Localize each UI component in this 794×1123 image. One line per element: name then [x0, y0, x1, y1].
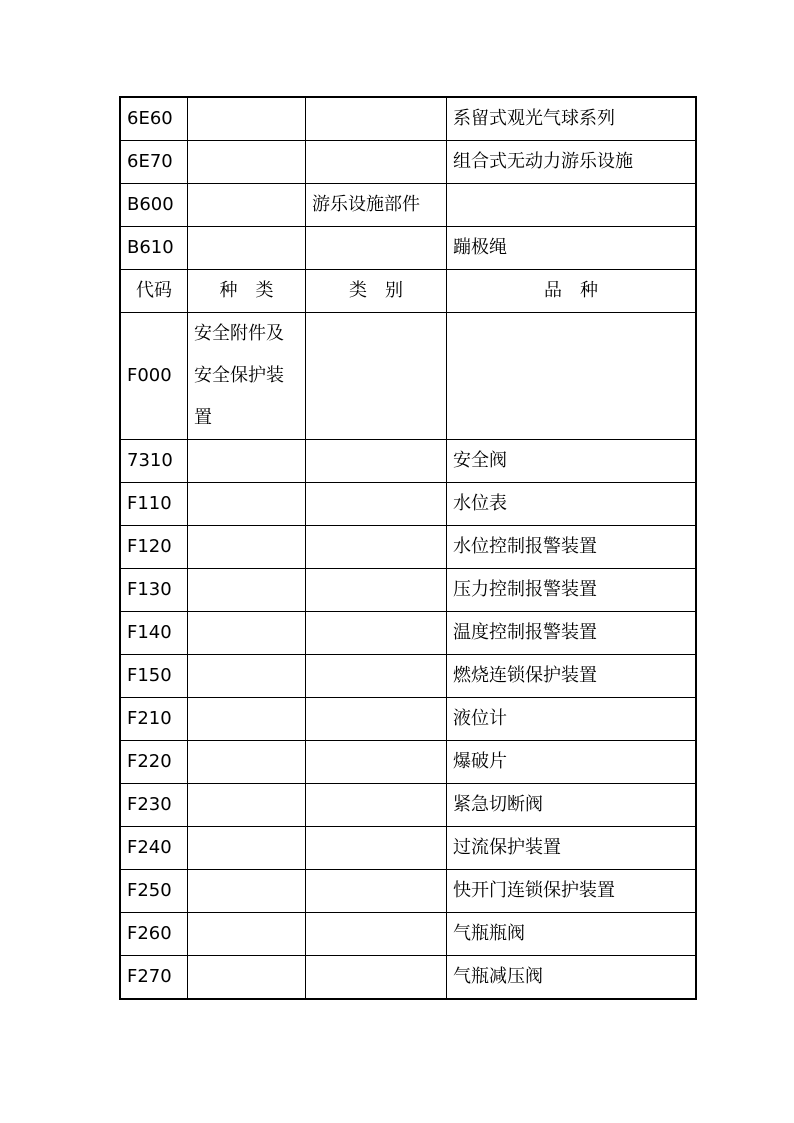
table-row — [120, 227, 696, 270]
kind-cell — [188, 141, 306, 184]
variety-cell — [447, 184, 697, 227]
table-row — [120, 184, 696, 227]
header-variety: 品 种 — [447, 270, 697, 313]
table-row — [120, 655, 696, 698]
code-cell: 6E60 — [120, 97, 188, 141]
category-cell — [306, 698, 447, 741]
code-cell: F270 — [120, 956, 188, 1000]
code-cell: F130 — [120, 569, 188, 612]
variety-cell: 压力控制报警装置 — [447, 569, 697, 612]
variety-cell: 温度控制报警装置 — [447, 612, 697, 655]
code-cell: F000 — [120, 313, 188, 440]
kind-cell — [188, 569, 306, 612]
table-row — [120, 956, 696, 1000]
variety-cell: 气瓶瓶阀 — [447, 913, 697, 956]
category-cell — [306, 569, 447, 612]
kind-cell — [188, 313, 306, 440]
kind-cell — [188, 483, 306, 526]
table-row — [120, 483, 696, 526]
variety-cell: 紧急切断阀 — [447, 784, 697, 827]
table-row — [120, 741, 696, 784]
table-row — [120, 569, 696, 612]
category-cell — [306, 913, 447, 956]
code-cell: F210 — [120, 698, 188, 741]
table-row — [120, 870, 696, 913]
category-cell — [306, 827, 447, 870]
table-row — [120, 612, 696, 655]
category-cell — [306, 655, 447, 698]
category-cell — [306, 141, 447, 184]
code-cell: F260 — [120, 913, 188, 956]
kind-cell — [188, 827, 306, 870]
table-row — [120, 141, 696, 184]
table-row — [120, 784, 696, 827]
kind-cell — [188, 612, 306, 655]
category-cell — [306, 784, 447, 827]
kind-cell — [188, 526, 306, 569]
kind-cell — [188, 741, 306, 784]
kind-cell — [188, 184, 306, 227]
category-cell: 游乐设施部件 — [306, 184, 447, 227]
category-cell — [306, 956, 447, 1000]
variety-cell: 液位计 — [447, 698, 697, 741]
table-row — [120, 313, 696, 440]
kind-cell — [188, 956, 306, 1000]
code-cell: 6E70 — [120, 141, 188, 184]
code-cell: F110 — [120, 483, 188, 526]
code-cell: F250 — [120, 870, 188, 913]
table-row — [120, 827, 696, 870]
variety-cell — [447, 313, 697, 440]
header-kind: 种 类 — [188, 270, 306, 313]
code-cell: 7310 — [120, 440, 188, 483]
category-cell — [306, 612, 447, 655]
code-cell: F120 — [120, 526, 188, 569]
variety-cell: 过流保护装置 — [447, 827, 697, 870]
category-cell — [306, 440, 447, 483]
kind-cell — [188, 698, 306, 741]
variety-cell: 蹦极绳 — [447, 227, 697, 270]
variety-cell: 组合式无动力游乐设施 — [447, 141, 697, 184]
table-row — [120, 440, 696, 483]
kind-cell — [188, 913, 306, 956]
kind-cell — [188, 870, 306, 913]
code-cell: F220 — [120, 741, 188, 784]
equipment-catalog-table — [119, 96, 697, 1000]
variety-cell: 安全阀 — [447, 440, 697, 483]
kind-cell — [188, 440, 306, 483]
code-cell: B600 — [120, 184, 188, 227]
category-cell — [306, 483, 447, 526]
kind-cell — [188, 97, 306, 141]
table-row — [120, 97, 696, 141]
variety-cell: 水位表 — [447, 483, 697, 526]
variety-cell: 燃烧连锁保护装置 — [447, 655, 697, 698]
table-row — [120, 526, 696, 569]
table-row — [120, 698, 696, 741]
kind-cell — [188, 784, 306, 827]
code-cell: B610 — [120, 227, 188, 270]
column-header-row — [120, 270, 696, 313]
category-cell — [306, 526, 447, 569]
variety-cell: 水位控制报警装置 — [447, 526, 697, 569]
code-cell: F140 — [120, 612, 188, 655]
table-row — [120, 913, 696, 956]
kind-cell — [188, 227, 306, 270]
variety-cell: 系留式观光气球系列 — [447, 97, 697, 141]
category-cell — [306, 313, 447, 440]
header-category: 类 别 — [306, 270, 447, 313]
category-cell — [306, 870, 447, 913]
kind-cell-text: 安全附件及安全保护装置 — [194, 323, 284, 428]
code-cell: F230 — [120, 784, 188, 827]
variety-cell: 气瓶减压阀 — [447, 956, 697, 1000]
header-code: 代码 — [120, 270, 188, 313]
category-cell — [306, 227, 447, 270]
code-cell: F150 — [120, 655, 188, 698]
variety-cell: 快开门连锁保护装置 — [447, 870, 697, 913]
kind-cell — [188, 655, 306, 698]
code-cell: F240 — [120, 827, 188, 870]
category-cell — [306, 97, 447, 141]
category-cell — [306, 741, 447, 784]
variety-cell: 爆破片 — [447, 741, 697, 784]
